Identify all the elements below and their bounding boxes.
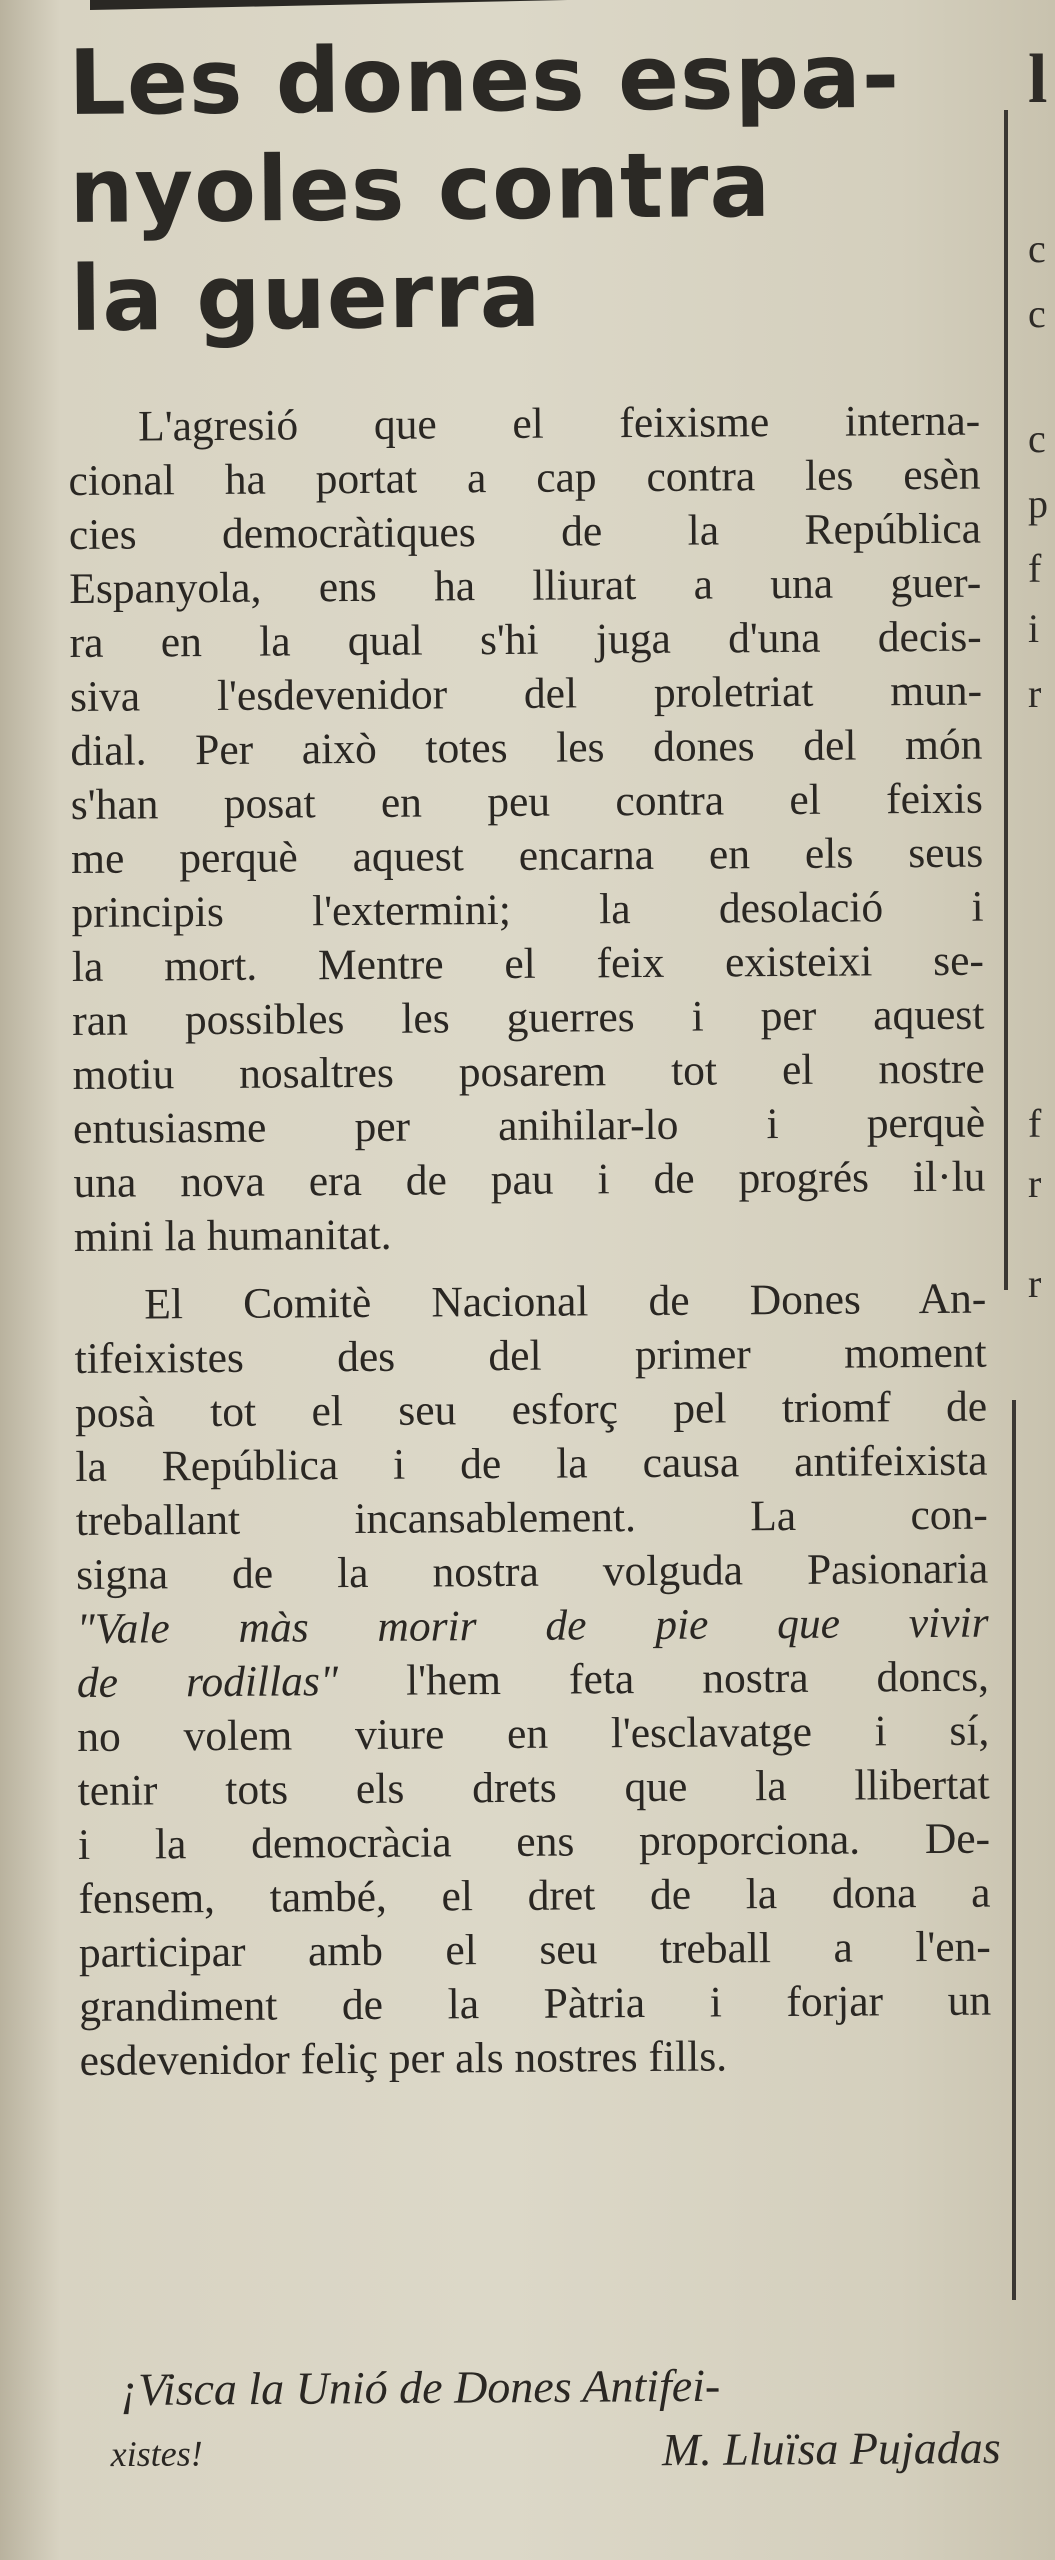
text-line: una nova era de pau i de progrés il·lu (73, 1152, 986, 1207)
text-line: mini la humanitat. (73, 1210, 392, 1261)
text-line: fensem, també, el dret de la dona a (78, 1868, 991, 1923)
adjacent-letter: f (1028, 1101, 1042, 1146)
headline-line: la guerra (69, 242, 542, 352)
adjacent-letter: c (1028, 226, 1046, 271)
article-headline (68, 22, 1001, 354)
text-line: L'agresió que el feixisme interna- (138, 396, 981, 451)
text-line: cional ha portat a cap contra les esèn (68, 450, 981, 505)
adjacent-letter: c (1028, 291, 1046, 336)
quote-fragment: de rodillas" (76, 1657, 339, 1707)
closing-slogan-continuation: xistes! (110, 2433, 203, 2475)
text-line: participar amb el seu treball a l'en- (78, 1922, 991, 1977)
text-line: la República i de la causa antifeixista (75, 1436, 988, 1491)
adjacent-letter: r (1028, 1161, 1042, 1206)
headline-line: nyoles contra (68, 132, 772, 244)
adjacent-letter: p (1028, 481, 1048, 526)
article-closing (110, 2352, 1001, 2486)
text-line: me perquè aquest encarna en els seus (71, 828, 984, 883)
text-line: dial. Per això totes les dones del món (70, 720, 983, 775)
article-body (68, 394, 992, 2088)
text-line: i la democràcia ens proporciona. De- (77, 1814, 991, 1869)
paragraph-1 (68, 394, 986, 1264)
text-line: ra en la qual s'hi juga d'una decis- (69, 612, 982, 667)
text-line: treballant incansablement. La con- (75, 1490, 988, 1545)
text-line: tifeixistes des del primer moment (74, 1328, 987, 1383)
text-line: no volem viure en l'esclavatge i sí, (77, 1706, 990, 1761)
text-line: motiu nosaltres posarem tot el nostre (72, 1044, 985, 1099)
text-line: cies democràtiques de la República (68, 504, 982, 559)
text-line: El Comitè Nacional de Dones An- (144, 1274, 987, 1329)
adjacent-letter: i (1028, 606, 1040, 651)
text-line: principis l'extermini; la desolació i (71, 882, 984, 937)
closing-slogan: ¡Visca la Unió de Dones Antifei- (120, 2359, 721, 2415)
text-line: posà tot el seu esforç pel triomf de (74, 1382, 988, 1437)
text-line: ran possibles les guerres i per aquest (72, 990, 985, 1045)
adjacent-column-fragment (1022, 0, 1055, 2560)
text-line (77, 1650, 989, 1710)
text-line: grandiment de la Pàtria i forjar un (79, 1976, 992, 2031)
column-rule (1004, 110, 1008, 1290)
text-line: esdevenidor feliç per als nostres fills. (79, 2032, 728, 2085)
quote-line: "Vale màs morir de pie que vivir (76, 1598, 989, 1653)
text-line: signa de la nostra volguda Pasionaria (76, 1544, 989, 1599)
closing-row (110, 2416, 1001, 2486)
text-line: tenir tots els drets que la llibertat (77, 1760, 990, 1815)
text-line: Espanyola, ens ha lliurat a una guer- (69, 558, 982, 613)
text-line: la mort. Mentre el feix existeixi se- (71, 936, 985, 991)
paragraph-2 (74, 1272, 992, 2088)
author-signature: M. Lluïsa Pujadas (661, 2421, 1001, 2476)
text-line: siva l'esdevenidor del proletriat mun- (69, 666, 983, 721)
text-fragment: l'hem feta nostra doncs, (337, 1652, 990, 1706)
adjacent-letter: c (1028, 416, 1046, 461)
column-rule (1012, 1400, 1016, 2300)
adjacent-letter: l (1028, 41, 1048, 118)
adjacent-letter: r (1028, 671, 1042, 716)
text-line: s'han posat en peu contra el feixis (70, 774, 983, 829)
headline-line: Les dones espa- (68, 23, 901, 136)
text-line: entusiasme per anihilar-lo i perquè (72, 1098, 986, 1153)
adjacent-letter: r (1028, 1261, 1042, 1306)
adjacent-letter: f (1028, 546, 1042, 591)
